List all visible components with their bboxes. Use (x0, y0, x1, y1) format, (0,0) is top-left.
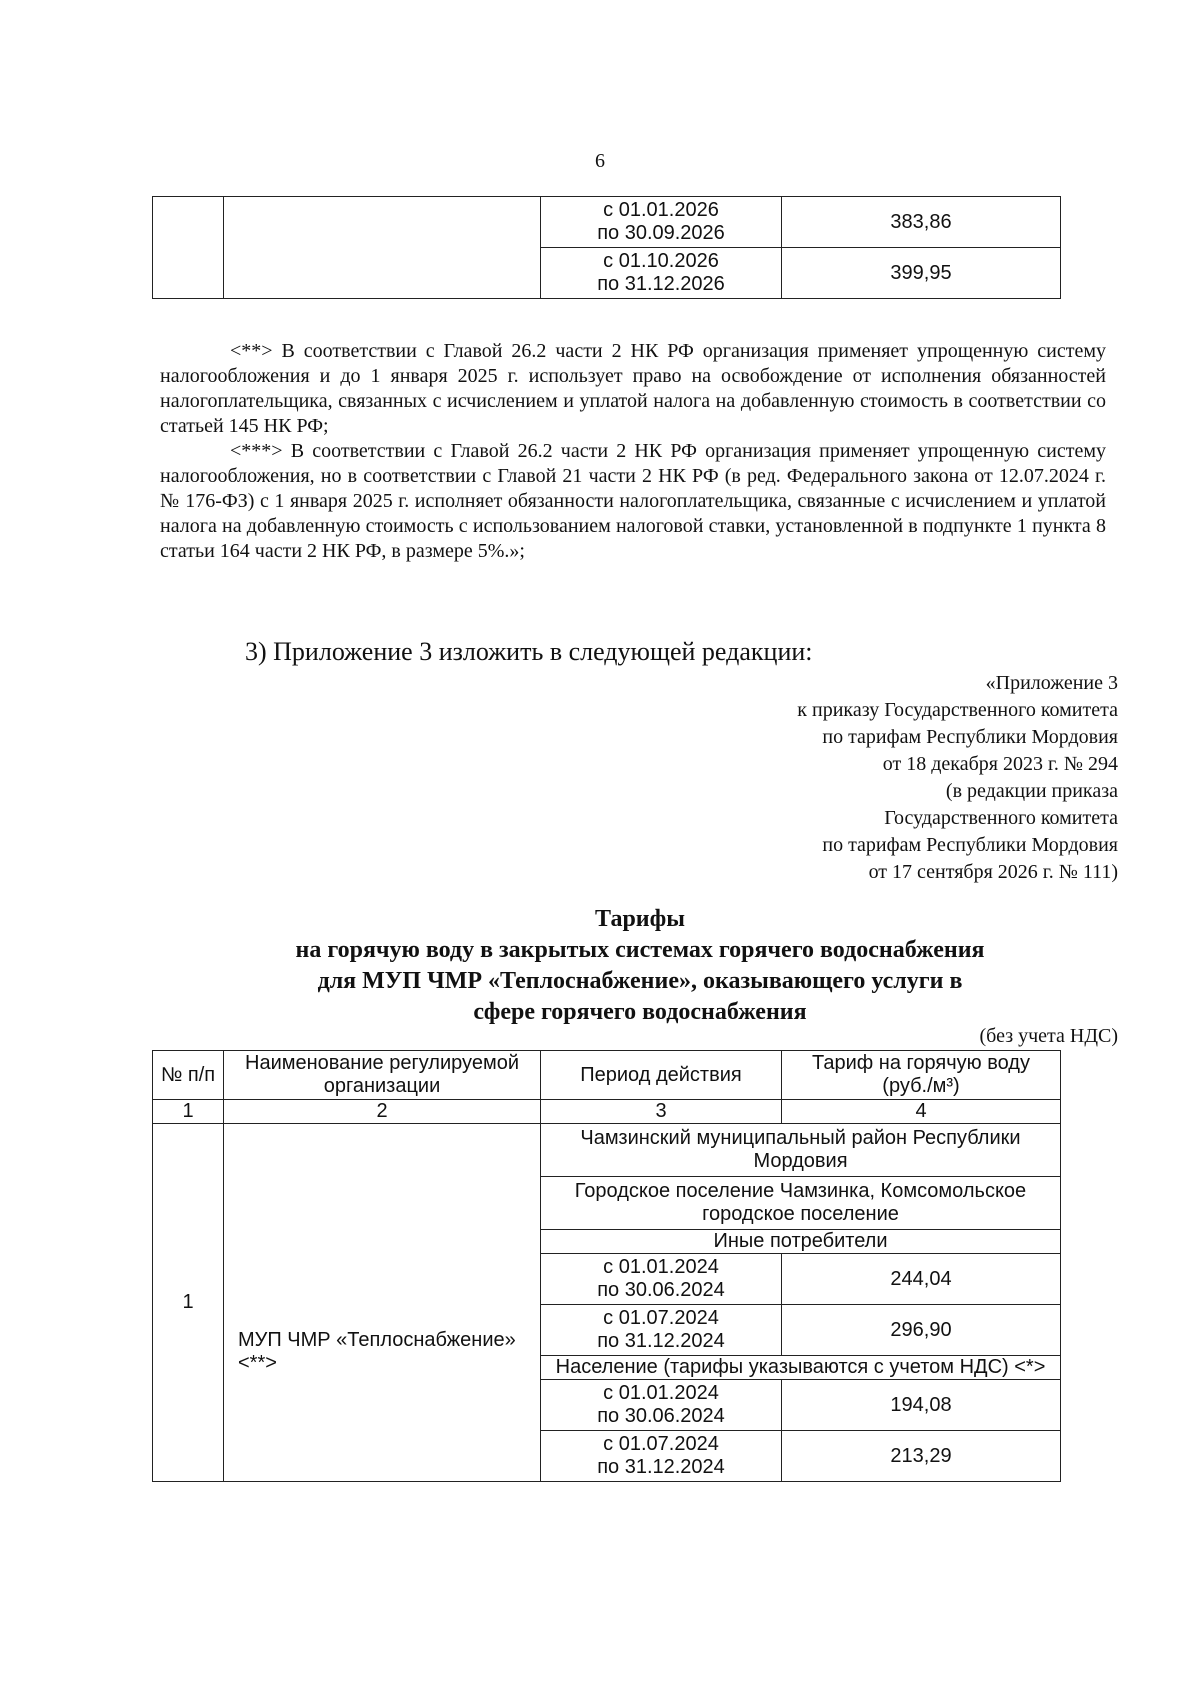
appendix-note (618, 670, 1118, 886)
continued-tariff-table (152, 196, 1061, 299)
period-cell (541, 1380, 782, 1431)
col-number: 1 (153, 1100, 224, 1124)
appendix-line: к приказу Государственного комитета (797, 699, 1118, 721)
document-title (160, 904, 1120, 1028)
period-to: по 31.12.2024 (597, 1456, 725, 1478)
period-cell (541, 1305, 782, 1356)
organization-name: МУП ЧМР «Теплоснабжение» (238, 1328, 516, 1351)
appendix-line: от 18 декабря 2023 г. № 294 (882, 753, 1118, 775)
period-cell (541, 1431, 782, 1482)
title-line: сфере горячего водоснабжения (473, 999, 807, 1025)
period-from: с 01.01.2024 (603, 1256, 719, 1278)
period-to: по 30.09.2026 (597, 222, 725, 244)
empty-cell (224, 197, 541, 299)
period-to: по 31.12.2024 (597, 1330, 725, 1352)
period-from: с 01.01.2024 (603, 1382, 719, 1404)
tariff-cell: 296,90 (782, 1305, 1061, 1356)
column-number-row (153, 1100, 1061, 1124)
tariff-cell: 194,08 (782, 1380, 1061, 1431)
appendix-line: (в редакции приказа (945, 780, 1118, 802)
header-row (153, 1051, 1061, 1100)
tariff-cell: 399,95 (782, 248, 1061, 299)
group-other-consumers: Иные потребители (541, 1230, 1061, 1254)
page-number: 6 (595, 150, 605, 172)
period-to: по 31.12.2026 (597, 273, 725, 295)
header-tariff: Тариф на горячую воду (руб./м³) (782, 1051, 1061, 1100)
table-row (153, 1124, 1061, 1177)
tariff-table (152, 1050, 1061, 1482)
period-from: с 01.10.2026 (603, 250, 719, 272)
period-from: с 01.07.2024 (603, 1307, 719, 1329)
organization-cell (224, 1124, 541, 1482)
period-from: с 01.07.2024 (603, 1433, 719, 1455)
appendix-line: по тарифам Республики Мордовия (822, 726, 1118, 748)
header-period: Период действия (541, 1051, 782, 1100)
district-cell: Чамзинский муниципальный район Республики Мордовия (541, 1124, 1061, 1177)
footnote-triple-star: <***> В соответствии с Главой 26.2 части 2 НК РФ организация применяет упрощенную систему налогообложения, но в соответствии с Главой 21 части 2 НК РФ (в ред. Федерального закона от 12.07.2024 г. № 176-ФЗ) с 1 января 2025 г. исполняет обязанности налогоплательщика, связанные с исчислением и уплатой налога на добавленную стоимость с использованием налоговой ставки, установленной в подпункте 1 пункта 8 статьи 164 части 2 НК РФ, в размере 5%.»; (160, 440, 1106, 562)
title-line: на горячую воду в закрытых системах горячего водоснабжения (295, 937, 985, 963)
tariff-cell: 244,04 (782, 1254, 1061, 1305)
tariff-cell: 383,86 (782, 197, 1061, 248)
col-number: 3 (541, 1100, 782, 1124)
period-cell (541, 248, 782, 299)
period-to: по 30.06.2024 (597, 1279, 725, 1301)
col-number: 2 (224, 1100, 541, 1124)
period-from: с 01.01.2026 (603, 199, 719, 221)
title-line: для МУП ЧМР «Теплоснабжение», оказывающего услуги в (317, 968, 963, 994)
item-3-heading: 3) Приложение 3 изложить в следующей редакции: (245, 637, 813, 666)
tariff-cell: 213,29 (782, 1431, 1061, 1482)
settlement-cell: Городское поселение Чамзинка, Комсомольское городское поселение (541, 1177, 1061, 1230)
empty-cell (153, 197, 224, 299)
title-line: Тарифы (595, 906, 685, 932)
header-num: № п/п (153, 1051, 224, 1100)
organization-note: <**> (238, 1351, 277, 1374)
vat-note: (без учета НДС) (979, 1025, 1118, 1047)
appendix-line: от 17 сентября 2026 г. № 111) (868, 861, 1118, 883)
appendix-line: «Приложение 3 (985, 672, 1118, 694)
row-number: 1 (153, 1124, 224, 1482)
period-cell (541, 197, 782, 248)
footnotes (160, 339, 1106, 564)
col-number: 4 (782, 1100, 1061, 1124)
period-to: по 30.06.2024 (597, 1405, 725, 1427)
period-cell (541, 1254, 782, 1305)
appendix-line: по тарифам Республики Мордовия (822, 834, 1118, 856)
footnote-double-star: <**> В соответствии с Главой 26.2 части 2 НК РФ организация применяет упрощенную систему налогообложения и до 1 января 2025 г. использует право на освобождение от исполнения обязанностей налогоплательщика, связанных с исчислением и уплатой налога на добавленную стоимость в соответствии со статьей 145 НК РФ; (160, 340, 1106, 437)
group-population: Население (тарифы указываются с учетом НДС) <*> (541, 1356, 1061, 1380)
appendix-line: Государственного комитета (884, 807, 1118, 829)
header-name: Наименование регулируемой организации (224, 1051, 541, 1100)
table-row (153, 197, 1061, 248)
